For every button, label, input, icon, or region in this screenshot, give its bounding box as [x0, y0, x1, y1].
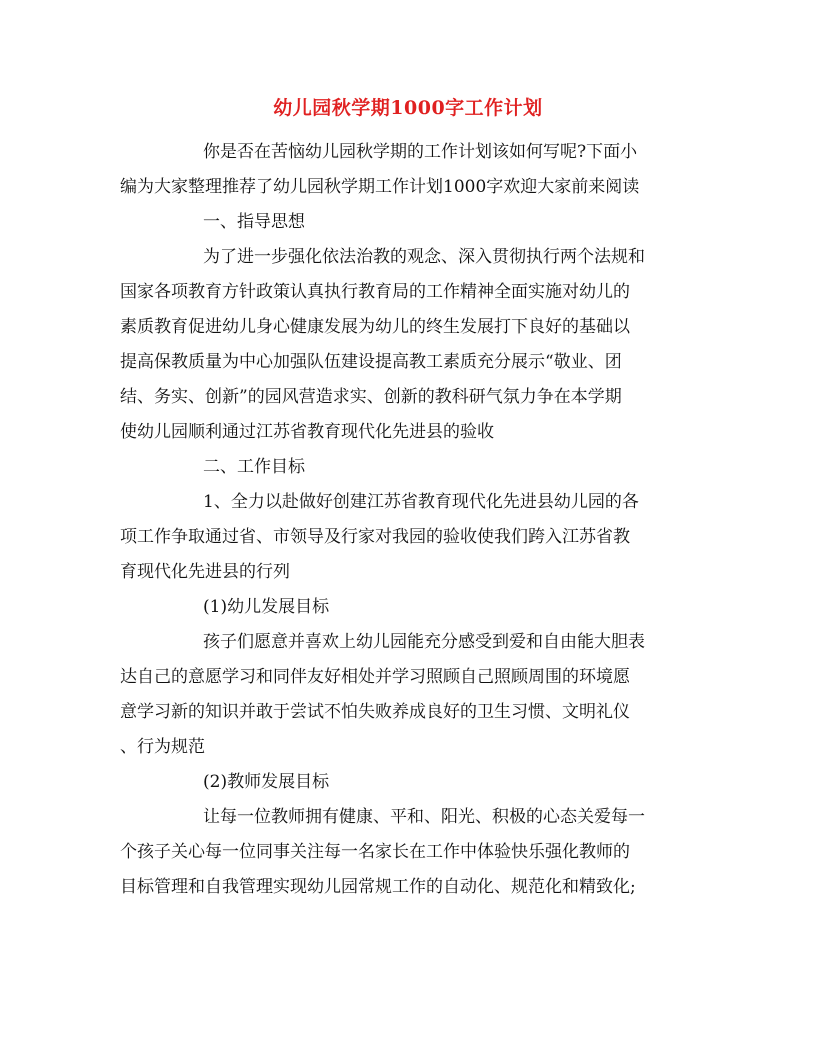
section-heading: 一、指导思想 [203, 212, 305, 232]
paragraph-line: 使幼儿园顺利通过江苏省教育现代化先进县的验收 [120, 422, 494, 442]
subsection-heading: (1)幼儿发展目标 [203, 597, 330, 617]
paragraph-line: 你是否在苦恼幼儿园秋学期的工作计划该如何写呢?下面小 [203, 142, 638, 162]
paragraph-line: 提高保教质量为中心加强队伍建设提高教工素质充分展示“敬业、团 [120, 352, 622, 372]
paragraph-line: 目标管理和自我管理实现幼儿园常规工作的自动化、规范化和精致化; [120, 877, 636, 897]
subsection-heading: (2)教师发展目标 [203, 772, 330, 792]
paragraph-line: 育现代化先进县的行列 [120, 562, 290, 582]
paragraph-line: 国家各项教育方针政策认真执行教育局的工作精神全面实施对幼儿的 [120, 282, 630, 302]
paragraph-line: 项工作争取通过省、市领导及行家对我园的验收使我们跨入江苏省教 [120, 527, 630, 547]
document-title: 幼儿园秋学期1000字工作计划 [273, 97, 543, 119]
paragraph-line: 1、全力以赴做好创建江苏省教育现代化先进县幼儿园的各 [203, 492, 639, 512]
paragraph-line: 素质教育促进幼儿身心健康发展为幼儿的终生发展打下良好的基础以 [120, 317, 630, 337]
paragraph-line: 达自己的意愿学习和同伴友好相处并学习照顾自己照顾周围的环境愿 [120, 667, 630, 687]
paragraph-line: 为了进一步强化依法治教的观念、深入贯彻执行两个法规和 [203, 247, 645, 267]
paragraph-line: 编为大家整理推荐了幼儿园秋学期工作计划1000字欢迎大家前来阅读 [120, 177, 640, 197]
paragraph-line: 孩子们愿意并喜欢上幼儿园能充分感受到爱和自由能大胆表 [203, 632, 645, 652]
paragraph-line: 、行为规范 [120, 737, 205, 757]
section-heading: 二、工作目标 [203, 457, 305, 477]
paragraph-line: 让每一位教师拥有健康、平和、阳光、积极的心态关爱每一 [203, 807, 645, 827]
paragraph-line: 个孩子关心每一位同事关注每一名家长在工作中体验快乐强化教师的 [120, 842, 630, 862]
paragraph-line: 结、务实、创新”的园风营造求实、创新的教科研气氛力争在本学期 [120, 387, 622, 407]
paragraph-line: 意学习新的知识并敢于尝试不怕失败养成良好的卫生习惯、文明礼仪 [120, 702, 630, 722]
document-body [120, 135, 688, 905]
